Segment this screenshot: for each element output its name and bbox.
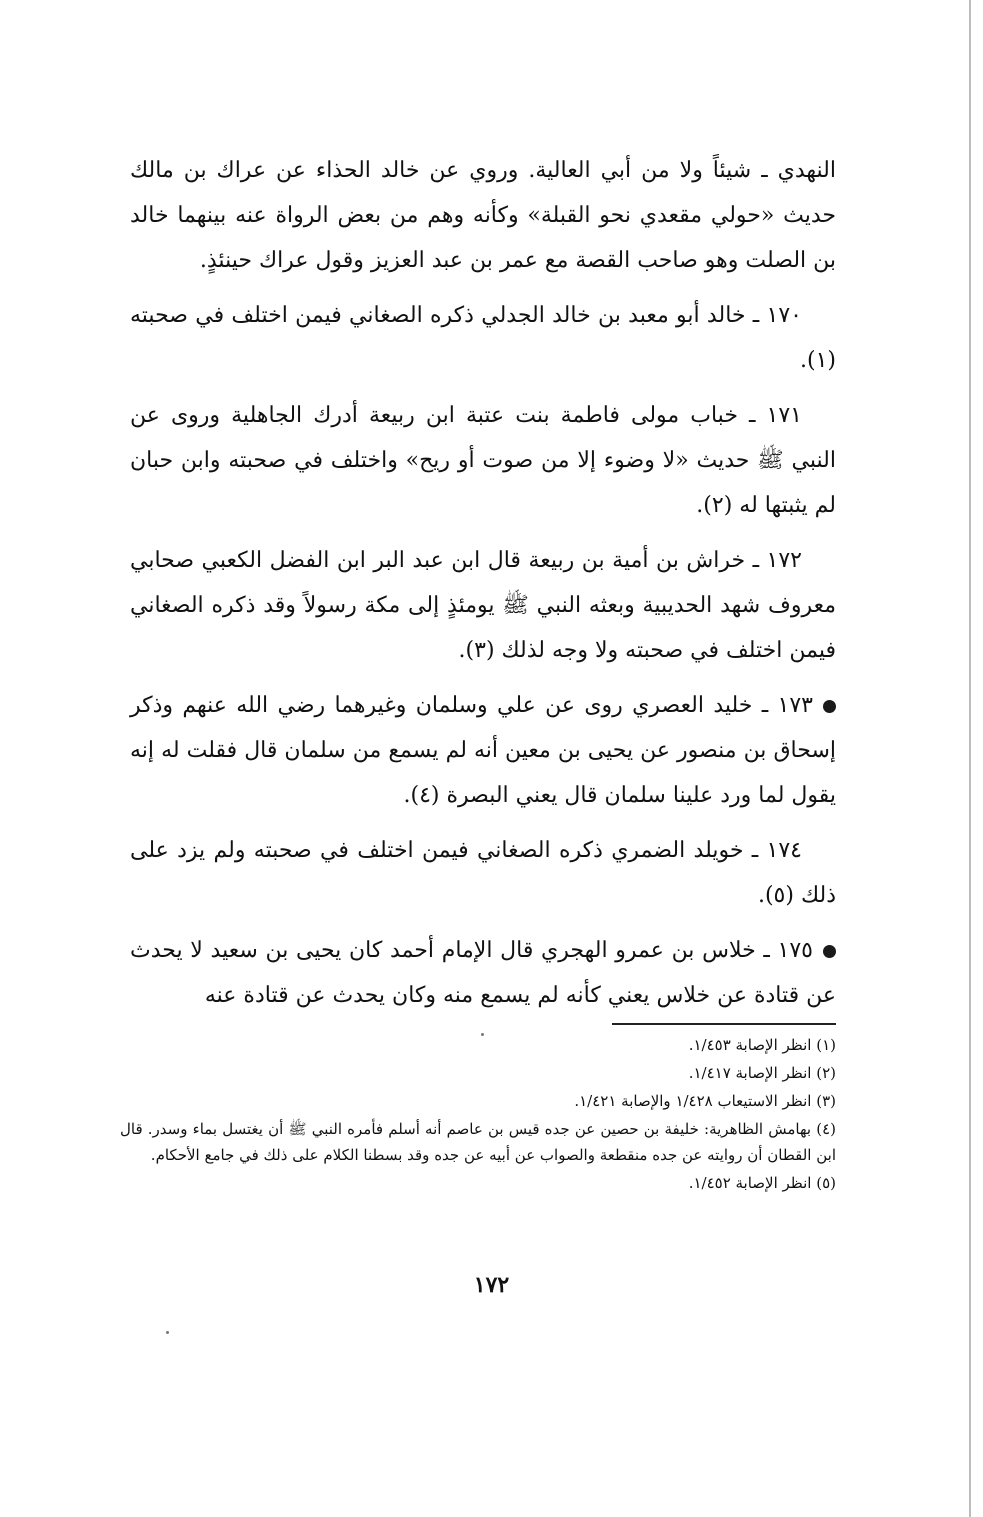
- footnote-4: (٤) بهامش الظاهرية: خليفة بن حصين عن جده قيس بن عاصم أنه أسلم فأمره النبي ﷺ أن يغتسل بماء وسدر. قال ابن القطان أن روايته عن جده منقطعة والصواب عن أبيه عن جده وقد بسطنا الكلام على ذلك في جامع الأحكام.: [120, 1120, 836, 1164]
- entry-171: [130, 393, 836, 528]
- paragraph-continuation: [130, 148, 836, 283]
- footnote-divider: [612, 1023, 836, 1025]
- paragraph-text: النهدي ـ شيئاً ولا من أبي العالية. وروي عن خالد الحذاء عن عراك بن مالك حديث «حولي مقعدي نحو القبلة» وكأنه وهم من بعض الرواة عنه بينهما خالد بن الصلت وهو صاحب القصة مع عمر بن عبد العزيز وقول عراك حينئذٍ.: [130, 158, 836, 273]
- paragraph-text: ١٧١ ـ خباب مولى فاطمة بنت عتبة ابن ربيعة أدرك الجاهلية وروى عن النبي ﷺ حديث «لا وضوء إلا من صوت أو ريح» واختلف في صحبته وابن حبان لم يثبتها له (٢).: [130, 403, 836, 518]
- entry-174: [130, 828, 836, 918]
- paragraph-text: ١٧٤ ـ خويلد الضمري ذكره الصغاني فيمن اختلف في صحبته ولم يزد على ذلك (٥).: [130, 838, 836, 908]
- entry-172: [130, 538, 836, 673]
- footnotes: [120, 1032, 836, 1198]
- entry-170: [130, 293, 836, 383]
- scan-speck: [166, 1331, 169, 1334]
- entry-173: [130, 683, 836, 818]
- bullet-dot-icon: [823, 700, 836, 713]
- page-number: ١٧٢: [473, 1272, 510, 1298]
- footnote-1: (١) انظر الإصابة ١/٤٥٣.: [688, 1036, 836, 1054]
- paragraph-text: ١٧٣ ـ خليد العصري روى عن علي وسلمان وغيرهما رضي الله عنهم وذكر إسحاق بن منصور عن يحيى بن معين أنه لم يسمع من سلمان قال فقلت له إنه يقول لما ورد علينا سلمان قال يعني البصرة (٤).: [130, 693, 836, 808]
- paragraph-text: ١٧٥ ـ خلاس بن عمرو الهجري قال الإمام أحمد كان يحيى بن سعيد لا يحدث عن قتادة عن خلاس يعني كأنه لم يسمع منه وكان يحدث عن قتادة عنه: [130, 938, 836, 1008]
- scan-speck: [481, 1033, 484, 1036]
- footnote-3: (٣) انظر الاستيعاب ١/٤٢٨ والإصابة ١/٤٢١.: [574, 1092, 836, 1110]
- main-text: [130, 148, 836, 1028]
- bullet-dot-icon: [823, 945, 836, 958]
- paragraph-text: ١٧٠ ـ خالد أبو معبد بن خالد الجدلي ذكره الصغاني فيمن اختلف في صحبته (١).: [130, 303, 836, 373]
- footnote-5: (٥) انظر الإصابة ١/٤٥٢.: [688, 1174, 836, 1192]
- footnote-2: (٢) انظر الإصابة ١/٤١٧.: [688, 1064, 836, 1082]
- entry-175: [130, 928, 836, 1018]
- paragraph-text: ١٧٢ ـ خراش بن أمية بن ربيعة قال ابن عبد البر ابن الفضل الكعبي صحابي معروف شهد الحديبية وبعثه النبي ﷺ يومئذٍ إلى مكة رسولاً وقد ذكره الصغاني فيمن اختلف في صحبته ولا وجه لذلك (٣).: [130, 548, 836, 663]
